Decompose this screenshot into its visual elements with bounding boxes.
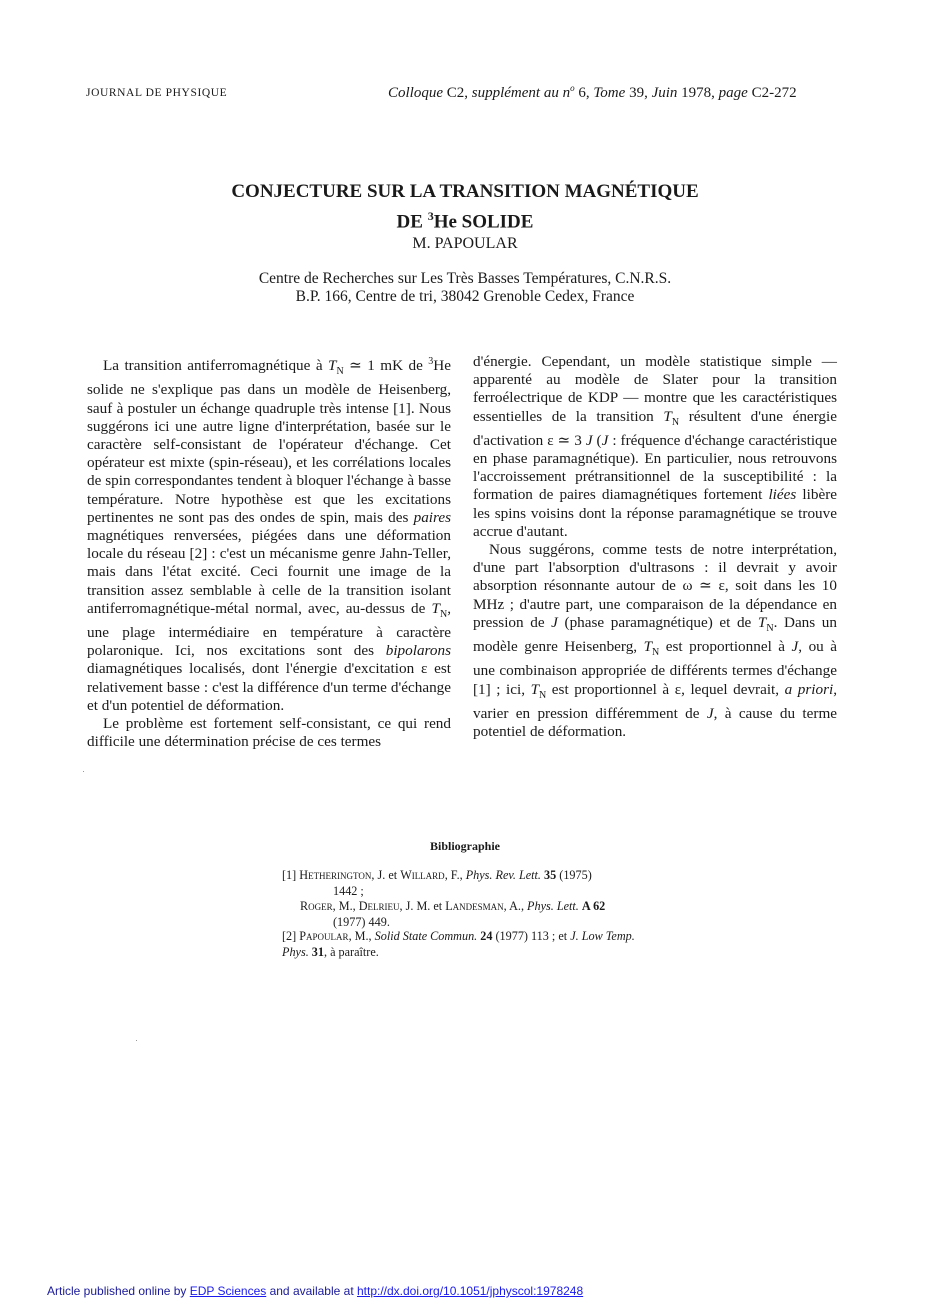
supplement-label: supplément au n [471, 85, 571, 101]
affiliation [0, 270, 930, 306]
number-superscript: o [570, 83, 575, 93]
reference-1b: Roger, M., Delrieu, J. M. et Landesman, A., Phys. Lett. A 62 (1977) 449. [300, 899, 606, 929]
body-column-right [473, 353, 837, 741]
scan-speck [136, 1040, 137, 1041]
colloque-label: Colloque [388, 85, 443, 101]
title-line-2: DE $^3$He SOLIDE [396, 209, 534, 233]
tome-number: 39, [629, 85, 648, 101]
paragraph-3: Nous suggérons, comme tests de notre interprétation, d'une part l'absorption d'ultrasons : il devrait y avoir absorption résonnante autour de ω ≃ ε, soit dans les 10 MHz ; d'autre part, une comparaison de la dépendance en pression de J (phase paramagnétique) et de $T_N$. Dans un modèle genre Heisenberg, $T_N$ est proportionnel à J, ou à une combinaison appropriée de différents termes d'échange [1] ; ici, $T_N$ est proportionnel à ε, lequel devrait, a priori, varier en pression différemment de J, à cause du terme potentiel de déformation. [473, 541, 838, 740]
author: M. PAPOULAR [412, 235, 518, 252]
title-line-1: CONJECTURE SUR LA TRANSITION MAGNÉTIQUE [231, 181, 699, 202]
paragraph-2-start: Le problème est fortement self-consistant, ce qui rend difficile une détermination précise de ces termes [87, 714, 451, 751]
bibliography-heading: Bibliographie [429, 839, 500, 853]
page-label: page [718, 85, 748, 101]
reference-1: [1] Hetherington, J. et Willard, F., Phys. Rev. Lett. 35 (1975) 1442 ; [282, 868, 592, 898]
affiliation-line-1: Centre de Recherches sur Les Très Basses Températures, C.N.R.S. [258, 270, 672, 287]
journal-name: JOURNAL DE PHYSIQUE [86, 87, 228, 99]
paragraph-2-cont: d'énergie. Cependant, un modèle statistique simple — apparenté au modèle de Slater pour la transition ferroélectrique de KDP — montre que les caractéristiques essentielles de la transition $T_N$ résultent d'une énergie d'activation ε ≃ 3 J (J : fréquence d'échange caractéristique en phase paramagnétique). En particulier, nous retrouvons l'accroissement prétransitionnel de la susceptibilité : la formation de paires diamagnétiques fortement liées libère les spins voisins dont la réponse paramagnétique se trouve accrue d'autant. [473, 353, 837, 540]
month: Juin [651, 85, 678, 101]
doi-link[interactable]: http://dx.doi.org/10.1051/jphyscol:1978248 [356, 1284, 584, 1298]
issue-number: 6, [578, 85, 590, 101]
tome-label: Tome [593, 85, 626, 101]
edp-sciences-link[interactable]: EDP Sciences [189, 1284, 267, 1298]
body-column-left [87, 353, 451, 751]
page-number: C2-272 [751, 85, 797, 101]
paper-title [0, 180, 930, 234]
issue-info [388, 83, 797, 102]
reference-2: [2] Papoular, M., Solid State Commun. 24 (1977) 113 ; et J. Low Temp. Phys. 31, à paraître. [282, 929, 635, 959]
footer-notice: Article published online by EDP Sciences and available at http://dx.doi.org/10.1051/jphyscol:1978248 [47, 1284, 584, 1298]
affiliation-line-2: B.P. 166, Centre de tri, 38042 Grenoble Cedex, France [295, 288, 635, 305]
year: 1978, [681, 85, 715, 101]
colloque-number: C2, [446, 85, 469, 101]
paragraph-1: La transition antiferromagnétique à $T_N$ ≃ 1 mK de $^3$He solide ne s'explique pas dans un modèle de Heisenberg, sauf à postuler un échange quadruple très intense [1]. Nous suggérons ici une autre ligne d'interprétation, basée sur le caractère self-consistant de l'opérateur d'échange. Cet opérateur est mixte (spin-réseau), et les corrélations locales de spin correspondantes tendent à bloquer l'échange à basse température. Notre hypothèse est que les excitations pertinentes ne sont pas des ondes de spin, mais des paires magnétiques renversées, piégées dans une déformation locale du réseau [2] : c'est un mécanisme genre Jahn-Teller, mais dans l'état excité. Ceci fournit une image de la transition assez semblable à celle de la transition isolant antiferromagnétique-métal normal, avec, au-dessus de $T_N$, une plage intermédiaire en température à caractère polaronique. Ici, nos excitations sont des bipolarons diamagnétiques localisés, dont l'énergie d'excitation ε est relativement basse : c'est la différence d'un terme d'échange et d'un potentiel de déformation. [87, 356, 452, 714]
scan-speck [83, 771, 84, 772]
